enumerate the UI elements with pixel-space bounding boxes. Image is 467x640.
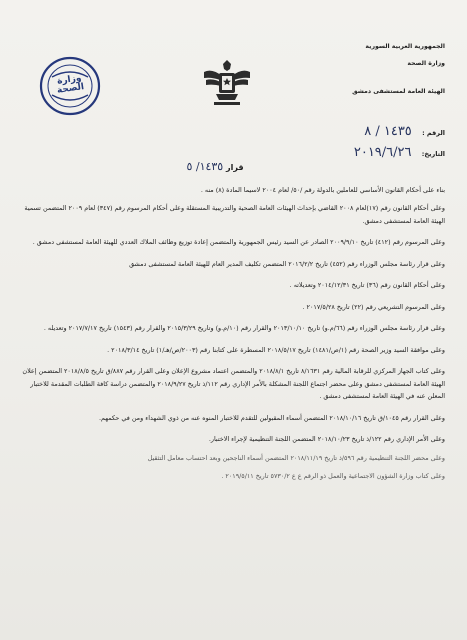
reference-date-value: ٢٠١٩/٦/٢٦ <box>353 145 412 160</box>
paragraph: وعلى المرسوم رقم (٤١٢) تاريخ ٢٠٠٩/٩/١٠ الصادر عن السيد رئيس الجمهورية والمتضمن إعادة توزيع وظائف الملاك العددي للهيئة العامة لمستشفى دمشق . <box>32 238 445 247</box>
decision-number: ١٤٣٥/ ٥ <box>186 160 224 173</box>
paragraph: وعلى محضر اللجنة التنظيمية رقم ٥٩٦/ذ تاريخ ٢٠١٨/١١/١٩ المتضمن أسماء الناجحين وبعد احتساب معامل التثقيل <box>147 453 445 462</box>
paragraph: وعلى موافقة السيد وزير الصحة رقم (١/ص/١٤٨١) تاريخ ٢٠١٨/٥/١٧ المسطرة على كتابنا رقم (٢٠٠٣/ص/هـ/١) تاريخ ٢٠١٨/٣/١٤ . <box>107 345 445 354</box>
reference-date-label: التاريخ: <box>421 150 445 158</box>
header-ministry: وزارة الصحة <box>407 60 445 68</box>
paragraph: بناء على أحكام القانون الأساسي للعاملين بالدولة رقم /٥٠/ لعام ٢٠٠٤ لاسيما المادة (٨) منه . <box>200 186 445 194</box>
decision-label: قرار <box>226 163 244 172</box>
header-authority: الهيئة العامة لمستشفى دمشق <box>352 87 445 95</box>
reference-date <box>354 145 445 160</box>
paragraph: وعلى المرسوم التشريعي رقم (٢٢) تاريخ ٢٠١٧/٥/٢٨ . <box>302 302 445 311</box>
reference-number-value: ١٤٣٥ / ٨ <box>364 124 412 139</box>
paragraph: وعلى القرار رقم ١٠٤٥/ق تاريخ ٢٠١٨/١٠/١٦ المتضمن أسماء المقبولين للتقدم للاختبار المنوه عنه من ذوي الشهداء ومن في حكمهم. <box>98 413 445 422</box>
paragraph: وعلى أحكام القانون رقم (٣٦) تاريخ ٢٠١٤/١٢/٣١ وتعديلاته . <box>289 281 445 290</box>
paragraph: وعلى الأمر الإداري رقم ١٢٢/ذ تاريخ ٢٠١٨/١٠/٢٣ المتضمن اللجنة التنظيمية لإجراء الاختبار. <box>208 435 445 444</box>
paragraph: وعلى أحكام القانون رقم (١٧)لعام ٢٠٠٨ القاضي بإحداث الهيئات العامة الصحية والتدريبية المستقلة وعلى أحكام المرسوم رقم (٣٤٧) لعام ٢٠٠٩ المتضمن تسمية الهيئة العامة لمستشفى دمشق. <box>24 204 445 225</box>
paragraph: وعلى كتاب وزارة الشؤون الاجتماعية والعمل ذو الرقم ع ع ٥٧٣٠/٢ تاريخ ٢٠١٩/٥/١١ . <box>221 472 445 481</box>
paragraph: وعلى قرار رئاسة مجلس الوزراء رقم (٤٥٢) تاريخ ٢٠١٦/٢/٢ المتضمن تكليف المدير العام للهيئة العامة لمستشفى دمشق <box>129 259 445 268</box>
eagle-emblem-icon <box>202 56 252 112</box>
decision-title <box>160 160 270 173</box>
paragraph: وعلى كتاب الجهاز المركزي للرقابة المالية رقم ٨/١٦٣١ تاريخ ٢٠١٨/٨/١ والمتضمن اعتماد مشروع الإعلان وعلى القرار رقم ٨٨٧/ق تاريخ ٢٠١٨/٨/٥ المتضمن إعلان الهيئة العامة لمستشفى دمشق وعلى محضر اجتماع اللجنة المشكلة بالأمر الإداري رقم ١١٢/ذ تاريخ ٢٠١٨/٩/٢٧ والمتضمن دراسة كافة الطلبات المقدمة للاختبار المعلن عنه في الهيئة العامة لمستشفى دمشق . <box>22 367 445 401</box>
document-body <box>18 184 445 489</box>
letterhead <box>315 42 445 98</box>
reference-number <box>364 124 445 139</box>
header-country: الجمهورية العربية السورية <box>365 43 445 50</box>
reference-number-label: الرقم : <box>422 129 445 137</box>
stamp-text: وزارة الصحة <box>56 73 85 96</box>
paragraph: وعلى قرار رئاسة مجلس الوزراء رقم (٦٦/م.و) تاريخ ٢٠١٣/١٠/١٠ والقرار رقم (١٠/م.و) وتاريخ ٢٠١٥/٣/٢٩ والقرار رقم (١٥٤٣) تاريخ ٢٠١٧/٧/١٧ وتعديله . <box>43 324 445 333</box>
